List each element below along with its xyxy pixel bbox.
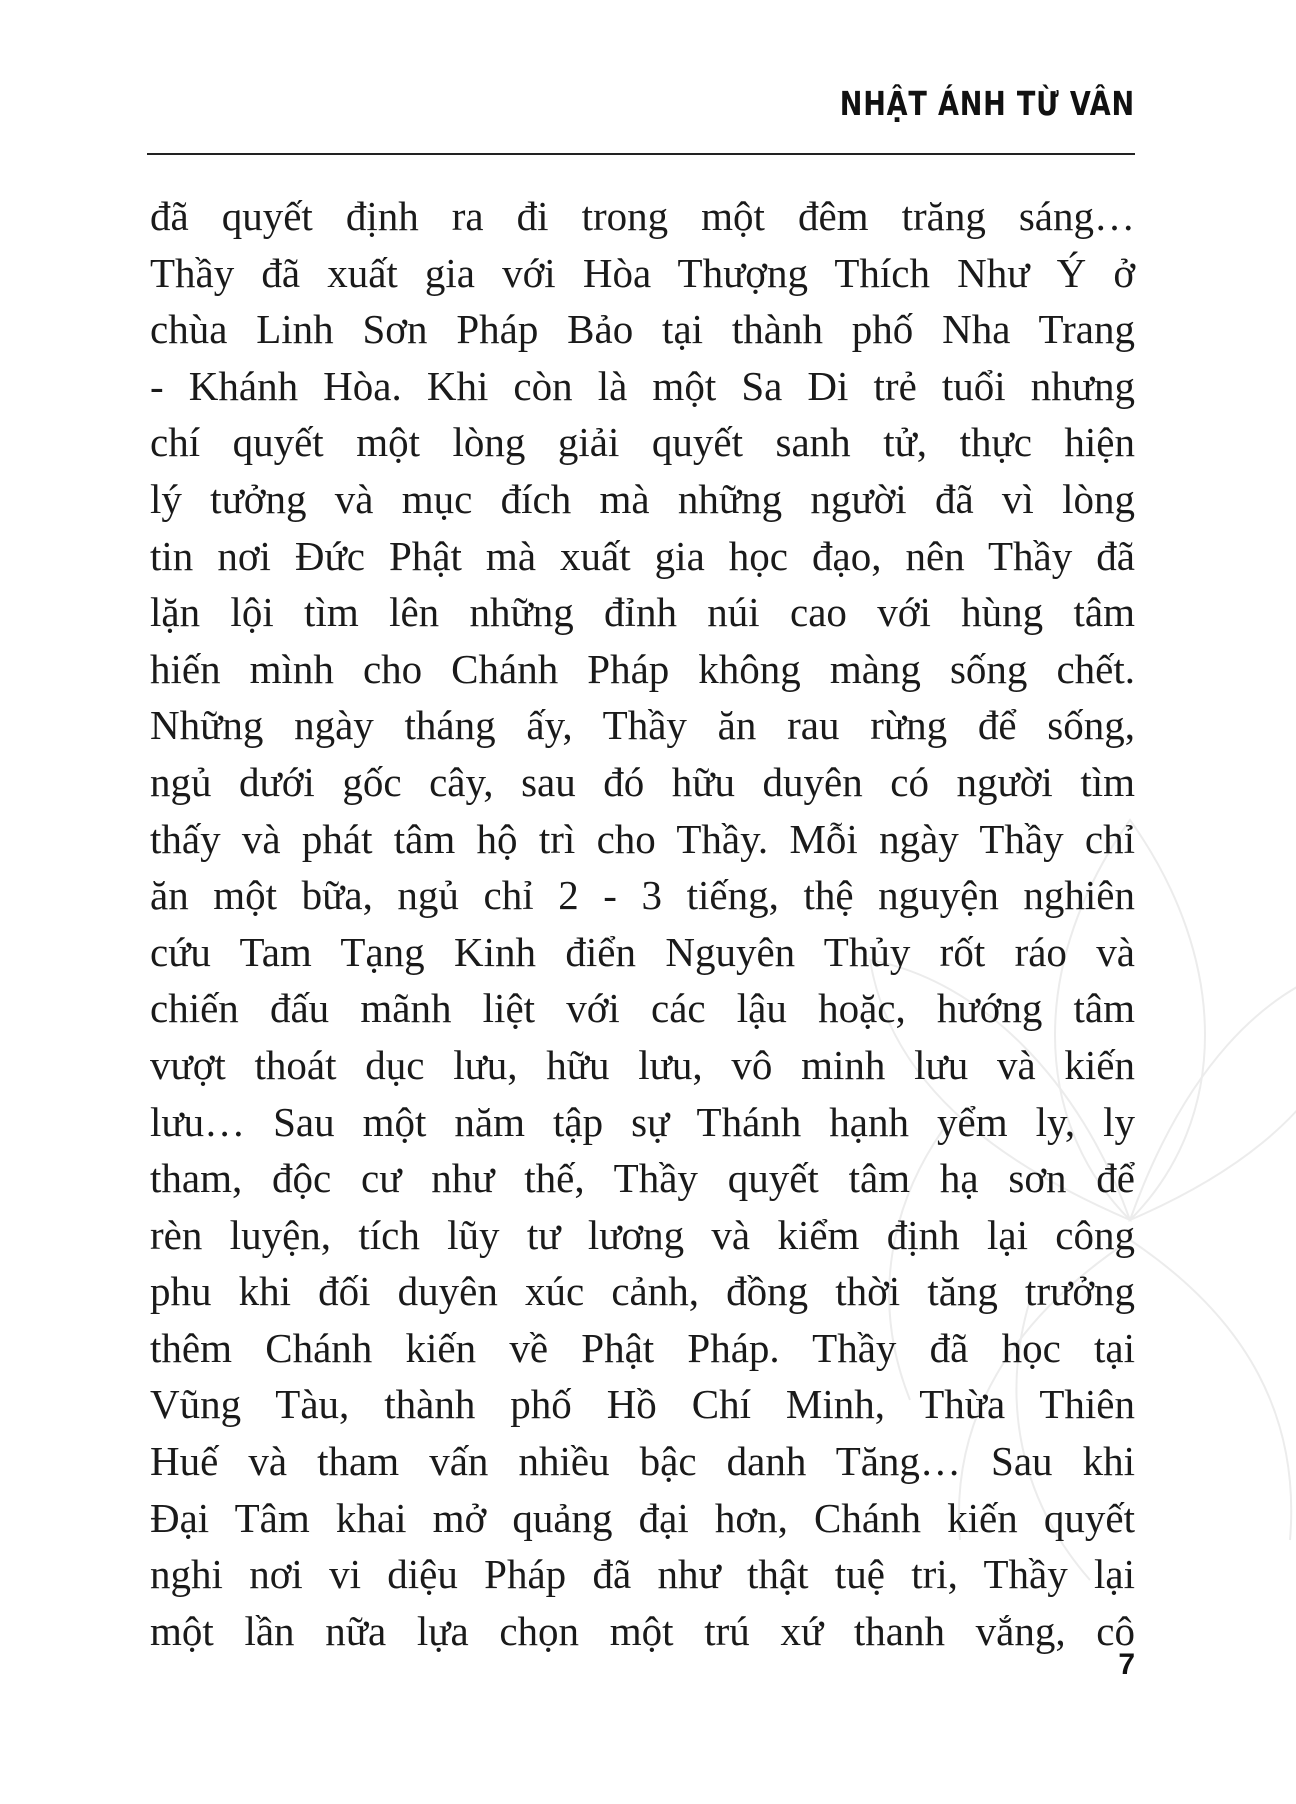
text-line: rèn luyện, tích lũy tư lương và kiểm định lại công bbox=[150, 1211, 1135, 1258]
running-header-title: NHẬT ÁNH TỪ VÂN bbox=[839, 84, 1135, 123]
text-line: Những ngày tháng ấy, Thầy ăn rau rừng để sống, bbox=[150, 702, 1135, 749]
text-line: tham, độc cư như thế, Thầy quyết tâm hạ sơn để bbox=[150, 1155, 1135, 1202]
text-line: hiến mình cho Chánh Pháp không màng sống chết. bbox=[150, 645, 1135, 692]
text-line: chí quyết một lòng giải quyết sanh tử, thực hiện bbox=[150, 419, 1135, 466]
text-line: đã quyết định ra đi trong một đêm trăng sáng… bbox=[150, 193, 1135, 239]
text-line: Huế và tham vấn nhiều bậc danh Tăng… Sau khi bbox=[150, 1438, 1135, 1485]
text-line: một lần nữa lựa chọn một trú xứ thanh vắng, cô bbox=[150, 1607, 1135, 1654]
text-line: lưu… Sau một năm tập sự Thánh hạnh yểm ly, ly bbox=[150, 1098, 1135, 1145]
text-line: tin nơi Đức Phật mà xuất gia học đạo, nên Thầy đã bbox=[150, 532, 1135, 579]
text-line: vượt thoát dục lưu, hữu lưu, vô minh lưu và kiến bbox=[150, 1041, 1135, 1088]
text-line: thêm Chánh kiến về Phật Pháp. Thầy đã học tại bbox=[150, 1324, 1135, 1371]
text-line: nghi nơi vi diệu Pháp đã như thật tuệ tri, Thầy lại bbox=[150, 1551, 1135, 1598]
text-line: ăn một bữa, ngủ chỉ 2 - 3 tiếng, thệ nguyện nghiên bbox=[150, 872, 1135, 919]
text-line: lý tưởng và mục đích mà những người đã vì lòng bbox=[150, 475, 1135, 522]
text-line: lặn lội tìm lên những đỉnh núi cao với hùng tâm bbox=[150, 589, 1135, 636]
text-line: chùa Linh Sơn Pháp Bảo tại thành phố Nha Trang bbox=[150, 306, 1135, 353]
page-number: 7 bbox=[1118, 1648, 1135, 1681]
text-line: thấy và phát tâm hộ trì cho Thầy. Mỗi ngày Thầy chỉ bbox=[150, 815, 1135, 862]
text-line: Đại Tâm khai mở quảng đại hơn, Chánh kiến quyết bbox=[150, 1494, 1135, 1541]
text-line: phu khi đối duyên xúc cảnh, đồng thời tăng trưởng bbox=[150, 1268, 1135, 1315]
text-line: chiến đấu mãnh liệt với các lậu hoặc, hướng tâm bbox=[150, 985, 1135, 1032]
text-line: Thầy đã xuất gia với Hòa Thượng Thích Như Ý ở bbox=[150, 249, 1135, 296]
text-line: - Khánh Hòa. Khi còn là một Sa Di trẻ tuổi nhưng bbox=[150, 362, 1135, 409]
body-text bbox=[150, 188, 1135, 1659]
text-line: ngủ dưới gốc cây, sau đó hữu duyên có người tìm bbox=[150, 758, 1135, 805]
text-line: cứu Tam Tạng Kinh điển Nguyên Thủy rốt ráo và bbox=[150, 928, 1135, 975]
header-divider bbox=[147, 153, 1135, 155]
text-line: Vũng Tàu, thành phố Hồ Chí Minh, Thừa Thiên bbox=[150, 1381, 1135, 1428]
